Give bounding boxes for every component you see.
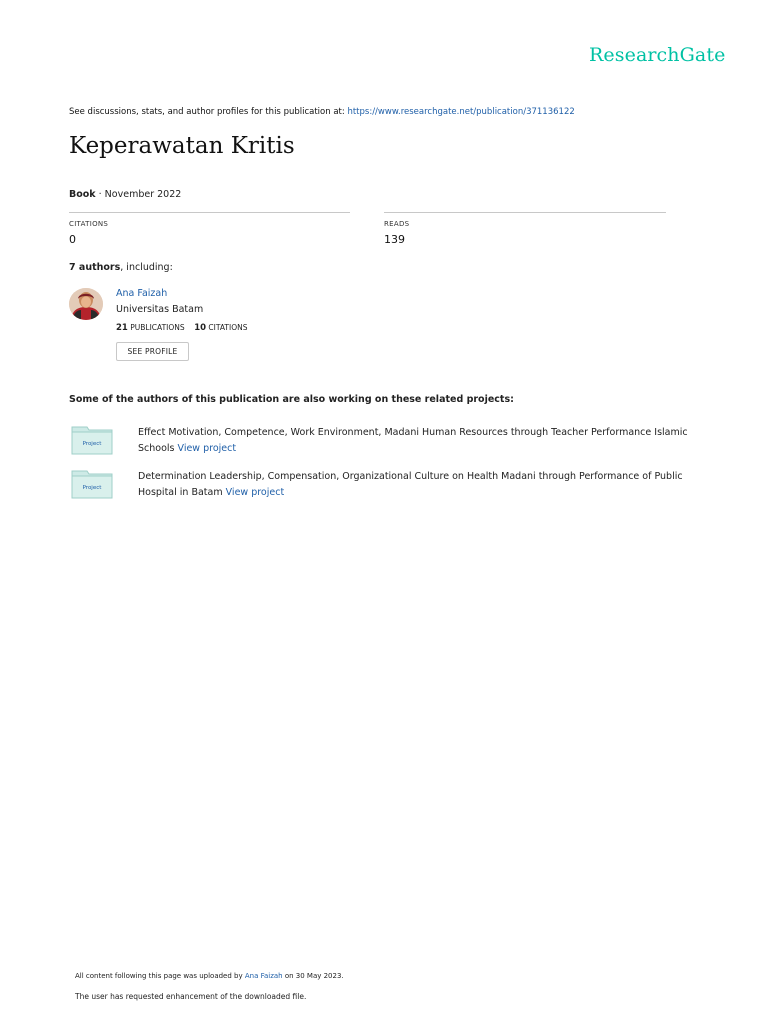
project-title-1: Effect Motivation, Competence, Work Environment, Madani Human Resources through Teacher Performance Islamic Schools [138,427,688,454]
upload-note [75,972,344,980]
project-title-2: Determination Leadership, Compensation, Organizational Culture on Health Madani through Performance of Public Hospital in Batam [138,471,683,498]
folder-icon [71,425,113,455]
related-projects-heading: Some of the authors of this publication are also working on these related projects: [69,394,514,405]
publication-type-line [69,189,181,200]
author-avatar[interactable] [69,288,103,320]
project-icon [71,469,113,503]
reads-value: 139 [384,233,405,246]
project-icon [71,425,113,459]
view-project-link-1[interactable]: View project [177,443,237,454]
enhancement-note: The user has requested enhancement of the downloaded file. [75,992,307,1001]
authors-including: , including: [120,262,173,273]
authors-summary [69,262,173,273]
author-citations-count: 10 [194,323,207,333]
publication-type: Book [69,189,96,200]
reads-label: READS [384,220,410,228]
citations-value: 0 [69,233,76,246]
author-stats [116,323,248,333]
citations-label: CITATIONS [69,220,109,228]
project-item-1 [138,425,708,457]
author-publications-label: PUBLICATIONS [130,323,185,332]
upload-suffix: on 30 May 2023. [282,972,344,980]
publication-date: · November 2022 [95,189,182,200]
see-profile-button[interactable]: SEE PROFILE [116,342,189,361]
publication-title: Keperawatan Kritis [69,133,295,159]
project-icon-label: Project [82,485,102,491]
researchgate-logo[interactable]: ResearchGate [589,44,726,66]
author-name-link[interactable]: Ana Faizah [116,288,168,299]
citations-divider [69,212,350,213]
folder-icon [71,469,113,499]
upload-prefix: All content following this page was uploaded by [75,972,245,980]
author-institution: Universitas Batam [116,304,204,315]
project-item-2 [138,469,708,501]
authors-count: 7 authors [69,262,121,273]
uploader-link[interactable]: Ana Faizah [244,972,283,980]
view-project-link-2[interactable]: View project [225,487,285,498]
publication-url-link[interactable]: https://www.researchgate.net/publication/371136122 [347,107,575,117]
author-citations-label: CITATIONS [208,323,248,332]
author-photo-icon [69,288,103,320]
discussions-text: See discussions, stats, and author profiles for this publication at: [69,107,345,117]
project-icon-label: Project [82,441,102,447]
author-publications-count: 21 [116,323,128,333]
discussions-line [69,107,575,117]
reads-divider [384,212,666,213]
